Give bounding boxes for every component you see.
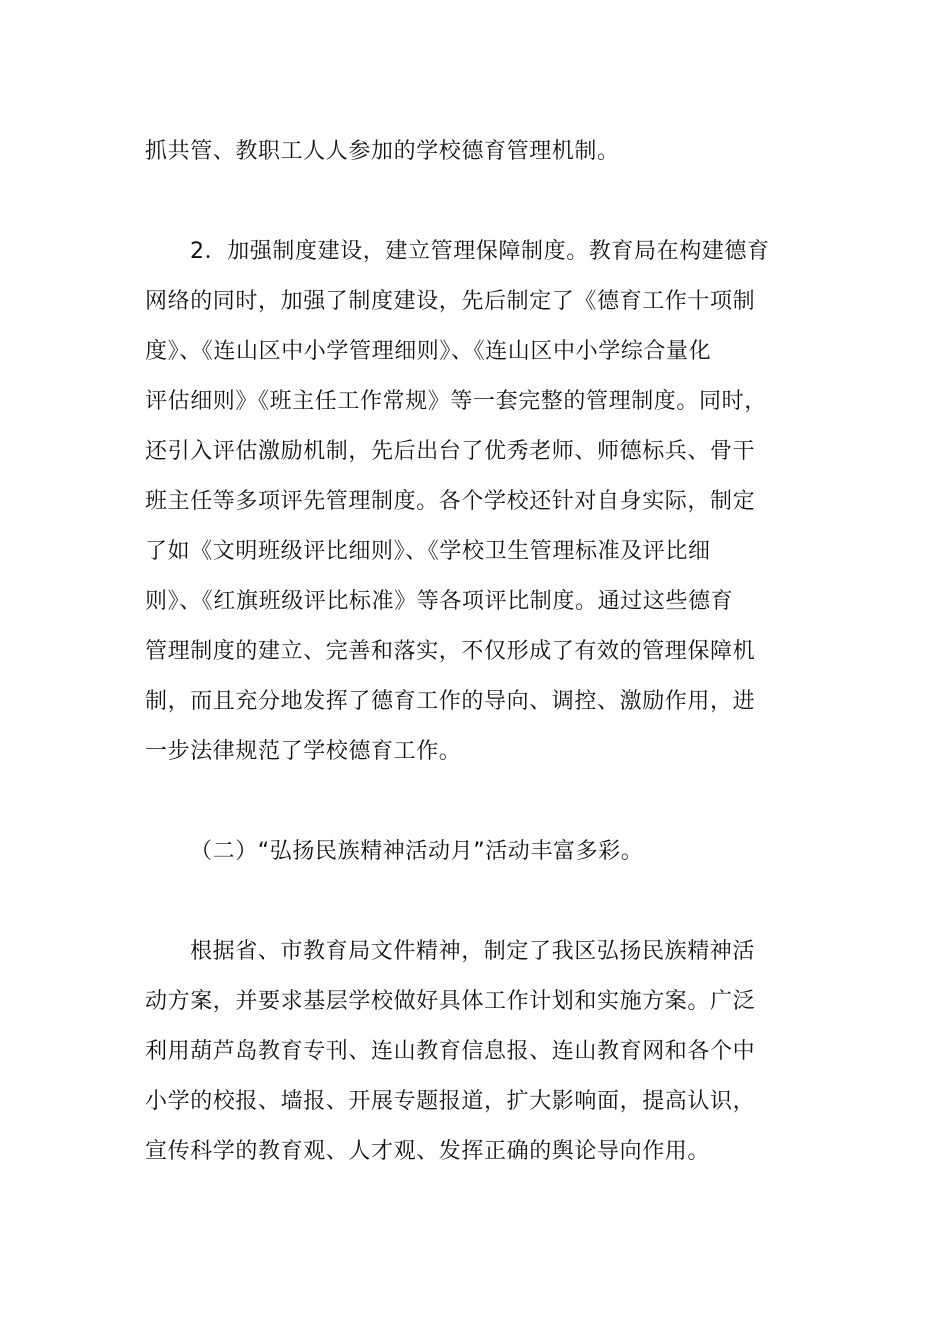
paragraph-line: 管理制度的建立、完善和落实，不仅形成了有效的管理保障机 <box>145 639 756 664</box>
paragraph-line: 网络的同时，加强了制度建设，先后制定了《德育工作十项制 <box>145 289 756 314</box>
paragraph-line: 班主任等多项评先管理制度。各个学校还针对自身实际，制定 <box>145 489 756 514</box>
paragraph-line: 评估细则》《班主任工作常规》等一套完整的管理制度。同时， <box>145 389 767 414</box>
paragraph-line: 度》、《连山区中小学管理细则》、《连山区中小学综合量化 <box>145 339 712 364</box>
paragraph-line: 一步法律规范了学校德育工作。 <box>145 739 462 764</box>
paragraph-line: 抓共管、教职工人人参加的学校德育管理机制。 <box>145 139 620 164</box>
paragraph-line: 还引入评估激励机制，先后出台了优秀老师、师德标兵、骨干 <box>145 439 756 464</box>
paragraph-line: 根据省、市教育局文件精神，制定了我区弘扬民族精神活 <box>190 939 756 964</box>
paragraph-line: 制，而且充分地发挥了德育工作的导向、调控、激励作用，进 <box>145 689 756 714</box>
paragraph-line: 宣传科学的教育观、人才观、发挥正确的舆论导向作用。 <box>145 1139 711 1164</box>
paragraph-line: 动方案，并要求基层学校做好具体工作计划和实施方案。广泛 <box>145 989 756 1014</box>
section-heading: （二）“弘扬民族精神活动月”活动丰富多彩。 <box>190 839 644 864</box>
paragraph-line: 小学的校报、墙报、开展专题报道，扩大影响面，提高认识， <box>145 1089 756 1114</box>
paragraph-line: 利用葫芦岛教育专刊、连山教育信息报、连山教育网和各个中 <box>145 1039 756 1064</box>
paragraph-line: 了如《文明班级评比细则》、《学校卫生管理标准及评比细 <box>145 539 711 564</box>
paragraph-line: 则》、《红旗班级评比标准》等各项评比制度。通过这些德育 <box>145 589 734 614</box>
paragraph-line: 2．加强制度建设，建立管理保障制度。教育局在构建德育 <box>190 239 770 264</box>
